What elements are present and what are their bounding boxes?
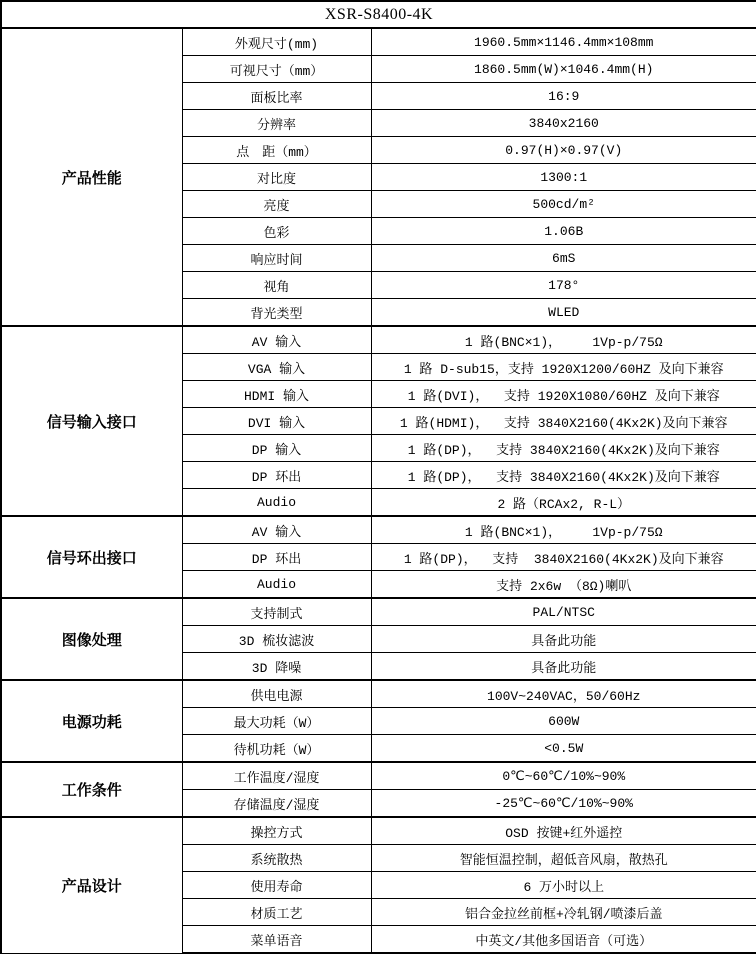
spec-value: 1.06B [371, 218, 756, 245]
spec-label: HDMI 输入 [182, 381, 371, 408]
spec-value: 6 万小时以上 [371, 872, 756, 899]
spec-value: 6mS [371, 245, 756, 272]
spec-label: AV 输入 [182, 516, 371, 544]
spec-value: 16:9 [371, 83, 756, 110]
table-row [1, 28, 756, 56]
product-model-title: XSR-S8400-4K [1, 1, 756, 28]
spec-value: 1 路(DP)， 支持 3840X2160(4Kx2K)及向下兼容 [371, 462, 756, 489]
spec-label: 支持制式 [182, 598, 371, 626]
spec-label: 对比度 [182, 164, 371, 191]
spec-label: 菜单语音 [182, 926, 371, 954]
spec-value: OSD 按键+红外遥控 [371, 817, 756, 845]
spec-value: 2 路（RCAx2, R-L） [371, 489, 756, 517]
spec-value: 500cd/m² [371, 191, 756, 218]
spec-value: <0.5W [371, 735, 756, 763]
group-label-image-processing: 图像处理 [1, 598, 182, 680]
spec-value: 1 路(BNC×1)， 1Vp-p/75Ω [371, 516, 756, 544]
spec-value: 1 路(DVI)， 支持 1920X1080/60HZ 及向下兼容 [371, 381, 756, 408]
spec-value: 中英文/其他多国语音（可选） [371, 926, 756, 954]
title-row [1, 1, 756, 28]
table-row [1, 326, 756, 354]
spec-value: 具备此功能 [371, 626, 756, 653]
spec-value: 1300:1 [371, 164, 756, 191]
table-row [1, 817, 756, 845]
spec-label: 分辨率 [182, 110, 371, 137]
spec-label: 外观尺寸(mm) [182, 28, 371, 56]
spec-value: 1 路 D-sub15，支持 1920X1200/60HZ 及向下兼容 [371, 354, 756, 381]
spec-value: 178° [371, 272, 756, 299]
group-label-signal-input: 信号输入接口 [1, 326, 182, 516]
spec-label: Audio [182, 489, 371, 517]
spec-value: 铝合金拉丝前框+冷轧钢/喷漆后盖 [371, 899, 756, 926]
spec-value: 600W [371, 708, 756, 735]
spec-label: 存储温度/湿度 [182, 790, 371, 818]
spec-label: 供电电源 [182, 680, 371, 708]
table-row [1, 680, 756, 708]
group-label-product-design: 产品设计 [1, 817, 182, 953]
table-row [1, 516, 756, 544]
spec-value: 1 路(DP)， 支持 3840X2160(4Kx2K)及向下兼容 [371, 544, 756, 571]
spec-value: 智能恒温控制，超低音风扇，散热孔 [371, 845, 756, 872]
table-row [1, 762, 756, 790]
group-label-product-performance: 产品性能 [1, 28, 182, 326]
spec-label: 材质工艺 [182, 899, 371, 926]
spec-label: 亮度 [182, 191, 371, 218]
spec-value: 1860.5mm(W)×1046.4mm(H) [371, 56, 756, 83]
spec-label: DP 环出 [182, 462, 371, 489]
spec-label: AV 输入 [182, 326, 371, 354]
spec-value: WLED [371, 299, 756, 327]
spec-value: 1 路(BNC×1)， 1Vp-p/75Ω [371, 326, 756, 354]
spec-label: Audio [182, 571, 371, 599]
group-label-working-conditions: 工作条件 [1, 762, 182, 817]
spec-label: 色彩 [182, 218, 371, 245]
spec-label: DVI 输入 [182, 408, 371, 435]
spec-value: 1 路(DP)， 支持 3840X2160(4Kx2K)及向下兼容 [371, 435, 756, 462]
spec-value: 支持 2x6w （8Ω)喇叭 [371, 571, 756, 599]
spec-label: 点 距（mm） [182, 137, 371, 164]
spec-label: 待机功耗（W） [182, 735, 371, 763]
spec-label: DP 输入 [182, 435, 371, 462]
spec-label: 可视尺寸（mm） [182, 56, 371, 83]
spec-label: 3D 梳妆滤波 [182, 626, 371, 653]
spec-value: 3840x2160 [371, 110, 756, 137]
spec-label: 工作温度/湿度 [182, 762, 371, 790]
table-row [1, 598, 756, 626]
spec-label: 3D 降噪 [182, 653, 371, 681]
spec-label: 使用寿命 [182, 872, 371, 899]
spec-label: 面板比率 [182, 83, 371, 110]
spec-value: 100V~240VAC，50/60Hz [371, 680, 756, 708]
spec-label: 系统散热 [182, 845, 371, 872]
spec-label: VGA 输入 [182, 354, 371, 381]
spec-value: 0℃~60℃/10%~90% [371, 762, 756, 790]
spec-label: 背光类型 [182, 299, 371, 327]
spec-label: 操控方式 [182, 817, 371, 845]
spec-value: 0.97(H)×0.97(V) [371, 137, 756, 164]
spec-value: PAL/NTSC [371, 598, 756, 626]
spec-label: 最大功耗（W） [182, 708, 371, 735]
spec-label: 响应时间 [182, 245, 371, 272]
spec-label: 视角 [182, 272, 371, 299]
spec-value: 1 路(HDMI)， 支持 3840X2160(4Kx2K)及向下兼容 [371, 408, 756, 435]
group-label-signal-loopout: 信号环出接口 [1, 516, 182, 598]
group-label-power: 电源功耗 [1, 680, 182, 762]
spec-value: 1960.5mm×1146.4mm×108mm [371, 28, 756, 56]
spec-value: -25℃~60℃/10%~90% [371, 790, 756, 818]
spec-label: DP 环出 [182, 544, 371, 571]
spec-value: 具备此功能 [371, 653, 756, 681]
